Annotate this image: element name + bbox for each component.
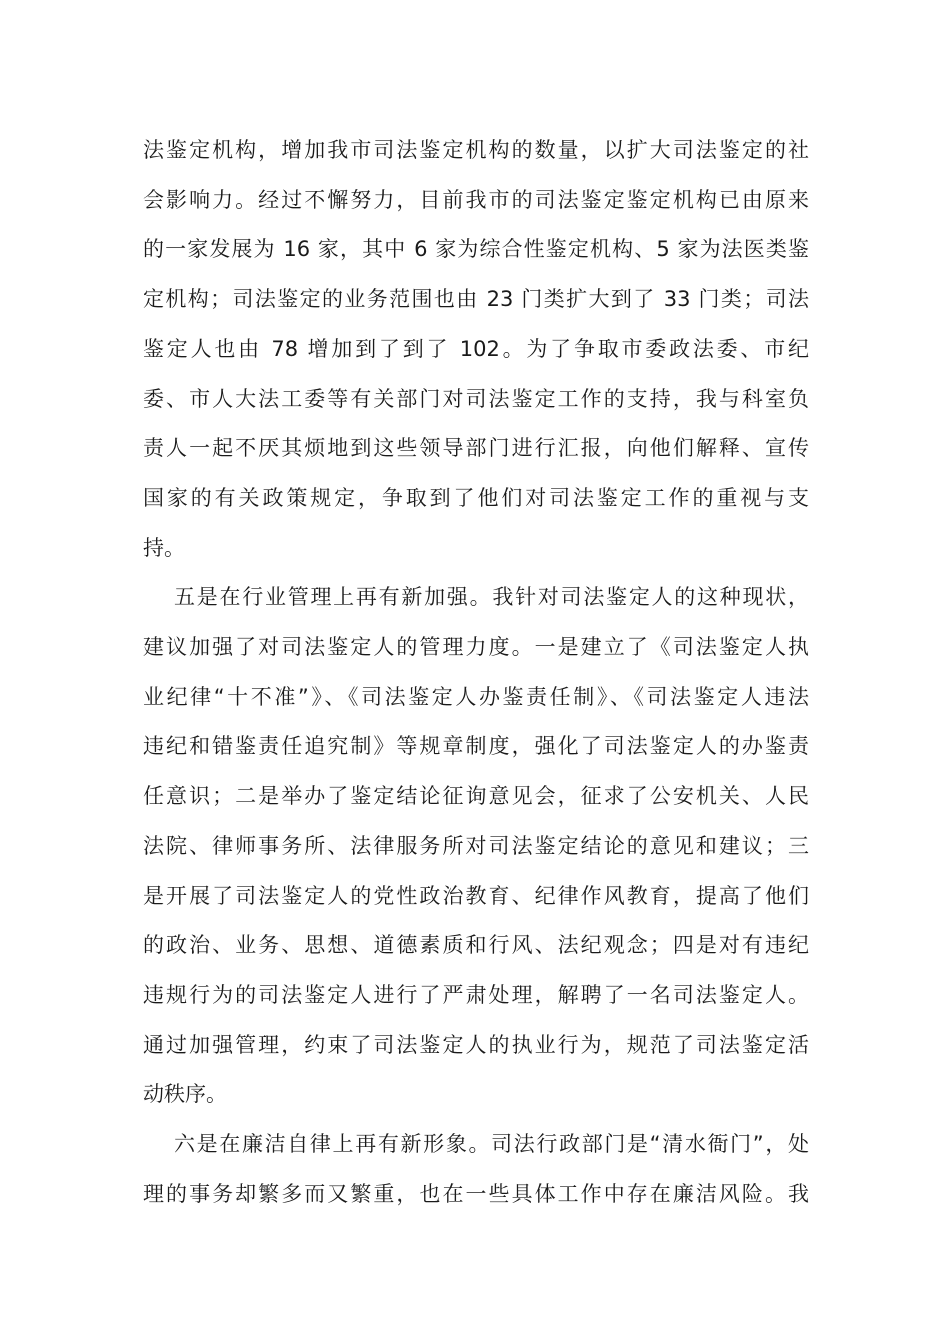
text-line: 违纪和错鉴责任追究制》等规章制度，强化了司法鉴定人的办鉴责: [143, 734, 809, 759]
text-line: 法鉴定机构，增加我市司法鉴定机构的数量，以扩大司法鉴定的社: [143, 138, 809, 162]
text-line: 是开展了司法鉴定人的党性政治教育、纪律作风教育，提高了他们: [143, 883, 809, 908]
text-line: 通过加强管理，约束了司法鉴定人的执业行为，规范了司法鉴定活: [143, 1032, 809, 1057]
paragraph-integrity: [143, 1120, 809, 1219]
text-line: 违规行为的司法鉴定人进行了严肃处理，解聘了一名司法鉴定人。: [143, 982, 809, 1007]
paragraph-continued: [143, 126, 809, 573]
text-line: 鉴定人也由 78 增加到了到了 102。为了争取市委政法委、市纪: [143, 336, 809, 361]
text-line: 定机构；司法鉴定的业务范围也由 23 门类扩大到了 33 门类；司法: [143, 287, 809, 312]
text-line: 五是在行业管理上再有新加强。我针对司法鉴定人的这种现状，: [174, 585, 809, 610]
text-line: 持。: [143, 535, 185, 560]
text-line: 理的事务却繁多而又繁重，也在一些具体工作中存在廉洁风险。我: [143, 1181, 809, 1206]
document-body: [143, 126, 809, 1219]
text-line: 业纪律“十不准”》、《司法鉴定人办鉴责任制》、《司法鉴定人违法: [143, 684, 809, 709]
text-line: 任意识；二是举办了鉴定结论征询意见会，征求了公安机关、人民: [143, 784, 809, 809]
text-line: 动秩序。: [143, 1082, 227, 1107]
text-line: 法院、律师事务所、法律服务所对司法鉴定结论的意见和建议；三: [143, 833, 809, 858]
text-line: 会影响力。经过不懈努力，目前我市的司法鉴定鉴定机构已由原来: [143, 187, 809, 212]
text-line: 的一家发展为 16 家，其中 6 家为综合性鉴定机构、5 家为法医类鉴: [143, 237, 809, 262]
text-line: 的政治、业务、思想、道德素质和行风、法纪观念；四是对有违纪: [143, 933, 809, 958]
text-line: 责人一起不厌其烦地到这些领导部门进行汇报，向他们解释、宣传: [143, 436, 809, 461]
text-line: 六是在廉洁自律上再有新形象。司法行政部门是“清水衙门”，处: [174, 1132, 809, 1157]
paragraph-industry-management: [143, 573, 809, 1120]
text-line: 建议加强了对司法鉴定人的管理力度。一是建立了《司法鉴定人执: [143, 635, 809, 660]
text-line: 国家的有关政策规定，争取到了他们对司法鉴定工作的重视与支: [143, 485, 809, 510]
text-line: 委、市人大法工委等有关部门对司法鉴定工作的支持，我与科室负: [143, 386, 809, 411]
